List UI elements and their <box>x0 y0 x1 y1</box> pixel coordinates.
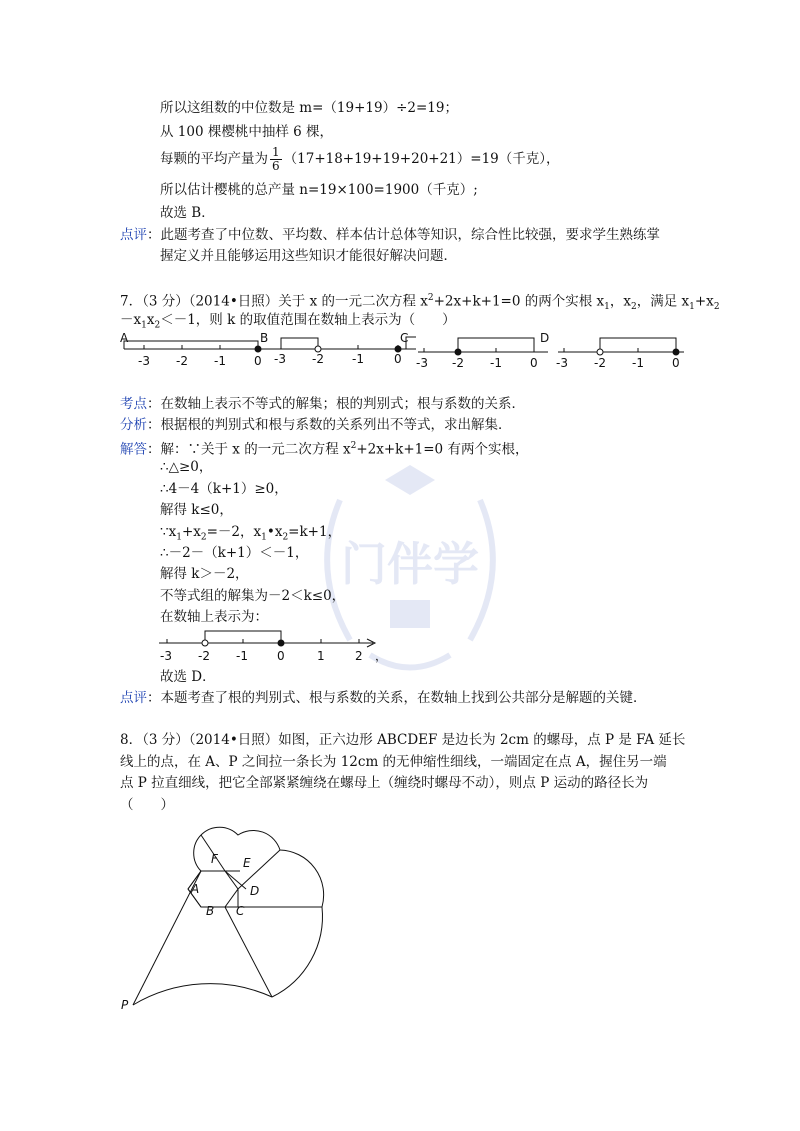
option-c-tick: 0 <box>530 356 538 370</box>
answer-axis-tick: 1 <box>317 649 325 663</box>
q7-answer-line-10: 故选 D． <box>160 669 216 685</box>
prev-line-3: 每颗的平均产量为 $\frac{1}{6}$ （17+18+19+19+20+21）=19（千克）， <box>160 145 560 173</box>
q7-answer-line-1: 解答：解：∵关于 x 的一元二次方程 $x^2+2x+k+1=0$ 有两个实根， <box>120 441 529 458</box>
answer-axis-tail: ， <box>375 649 388 663</box>
option-b-tick: -1 <box>352 352 364 366</box>
label-b: B <box>206 904 215 918</box>
option-c-tick: -3 <box>416 356 428 370</box>
q8-stem-line-1: 8．（3 分）（2014•日照）如图，正六边形 ABCDEF 是边长为 2cm 的螺母，点 P 是 FA 延长 <box>120 732 686 748</box>
prev-line-5: 故选 B． <box>160 205 215 221</box>
prev-line-4: 所以估计樱桃的总产量 n=19×100=1900（千克）; <box>160 182 478 198</box>
q7-review-line: 点评：本题考查了根的判别式、根与系数的关系，在数轴上找到公共部分是解题的关键． <box>120 690 647 706</box>
option-c-tick: -1 <box>490 356 502 370</box>
analysis-tag: 分析 <box>120 417 147 433</box>
answer-axis-tick: -3 <box>160 649 172 663</box>
label-p: P <box>121 998 129 1012</box>
answer-tag: 解答 <box>120 441 147 458</box>
label-e: E <box>243 856 251 870</box>
label-c: C <box>236 904 245 918</box>
q7-answer-line-9: 在数轴上表示为： <box>160 609 268 625</box>
option-a-numberline <box>124 341 266 352</box>
prev-review-line-2: 握定义并且能够运用这些知识才能很好解决问题． <box>160 248 457 264</box>
q8-stem-line-2: 线上的点，在 A、P 之间拉一条长为 12cm 的无伸缩性细线，一端固定在点 A，握住另一端 <box>120 754 667 770</box>
option-d-tick: 0 <box>672 356 680 370</box>
answer-axis-tick: -1 <box>236 649 248 663</box>
answer-axis-tick: -2 <box>198 649 210 663</box>
answer-axis-tick: 2 <box>355 649 363 663</box>
answer-axis-tick: 0 <box>277 649 285 663</box>
q7-stem-line-1: 7．（3 分）（2014•日照）关于 x 的一元二次方程 $x^2+2x+k+1=0$ 的两个实根 $x_1$，$x_2$，满足 $x_1+x_2$ <box>120 293 720 313</box>
option-c-tick: -2 <box>452 356 464 370</box>
label-f: F <box>211 852 218 866</box>
q7-answer-line-5: $\because x_1+x_2=-2$，$x_1•x_2=k+1$， <box>160 524 342 543</box>
option-d-tick: -1 <box>632 356 644 370</box>
label-d: D <box>250 884 260 898</box>
review-tag: 点评 <box>120 227 147 243</box>
option-b-label: B <box>260 331 269 345</box>
option-d-tick: -3 <box>556 356 568 370</box>
option-c-main <box>418 338 548 355</box>
option-a-label: A <box>120 331 129 345</box>
q8-stem-line-3: 点 P 拉直细线，把它全部紧紧缠绕在螺母上（缠绕时螺母不动），则点 P 运动的路径长为 <box>120 775 649 791</box>
watermark-text: 门伴学 <box>341 537 479 591</box>
q7-answer-line-2: ∴△≥0， <box>160 459 213 475</box>
q8-hexagon-figure <box>112 815 342 1015</box>
q7-answer-line-7: 解得 k＞－2， <box>160 566 249 582</box>
q7-analysis-line: 分析：根据根的判别式和根与系数的关系列出不等式，求出解集． <box>120 417 512 433</box>
prev-line-1: 所以这组数的中位数是 m=（19+19）÷2=19； <box>160 100 458 116</box>
option-a-tick: -2 <box>176 354 188 368</box>
q7-answer-line-8: 不等式组的解集为－2＜k≤0， <box>160 588 346 604</box>
point-tag: 考点 <box>120 396 147 412</box>
q7-point-line: 考点：在数轴上表示不等式的解集；根的判别式；根与系数的关系． <box>120 396 525 412</box>
option-b-numberline <box>266 338 406 352</box>
option-a-tick: -1 <box>214 354 226 368</box>
option-b-tick: 0 <box>394 352 402 366</box>
option-d-numberline <box>558 338 684 355</box>
q8-stem-line-4: （ ） <box>120 797 174 813</box>
option-c-label: C <box>400 331 409 345</box>
option-d-tick: -2 <box>594 356 606 370</box>
q7-answer-line-6: ∴－2－（k+1）＜－1， <box>160 545 309 561</box>
option-d-label: D <box>540 331 550 345</box>
prev-review-line-1: 点评：此题考查了中位数、平均数、样本估计总体等知识，综合性比较强，要求学生熟练掌 <box>120 227 660 243</box>
fraction-one-sixth: $\frac{1}{6}$ <box>272 145 280 173</box>
q7-stem-line-2: $-x_1x_2<-1$，则 k 的取值范围在数轴上表示为（ ） <box>120 312 456 331</box>
label-a: A <box>191 882 200 896</box>
option-b-tick: -2 <box>312 352 324 366</box>
review-tag: 点评 <box>120 690 147 706</box>
prev-line-2: 从 100 棵樱桃中抽样 6 棵， <box>160 124 334 140</box>
q7-options-figure <box>118 330 688 372</box>
option-a-tick: -3 <box>138 354 150 368</box>
option-b-tick: -3 <box>274 352 286 366</box>
option-a-tick: 0 <box>254 354 262 368</box>
q7-answer-line-3: ∴4－4（k+1）≥0， <box>160 481 288 497</box>
q7-answer-line-4: 解得 k≤0， <box>160 502 233 518</box>
q7-answer-numberline <box>155 625 395 667</box>
